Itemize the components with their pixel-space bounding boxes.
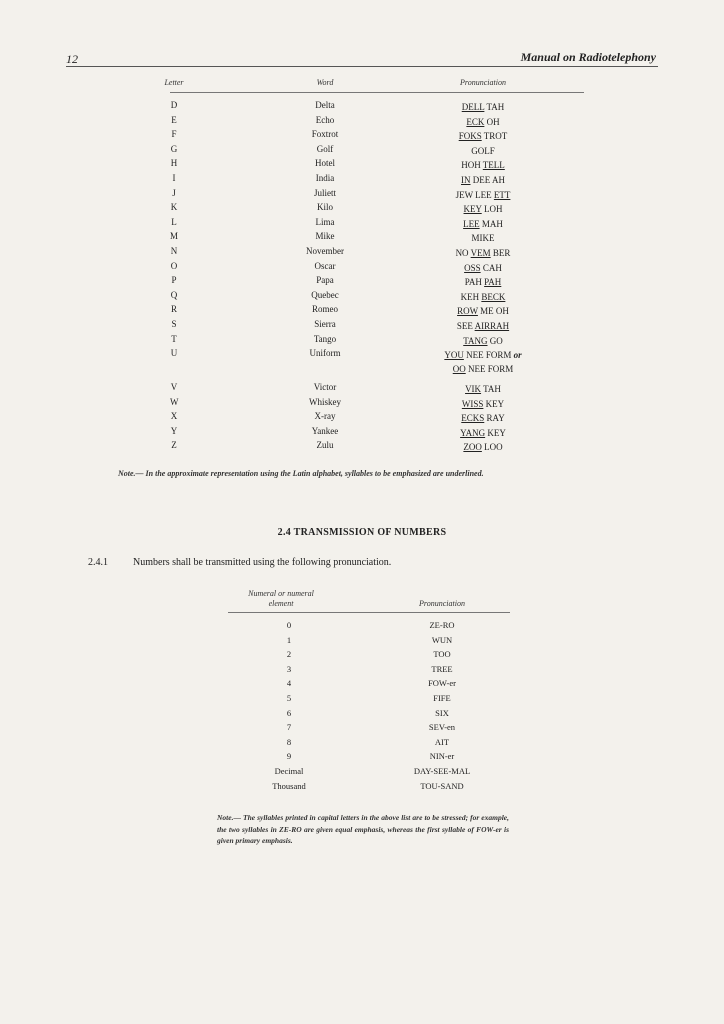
syllable: ME OH [477,306,509,317]
syllable: GO [487,335,503,346]
word-cell: Victor [313,382,337,393]
numbers-header-rule [228,612,510,613]
letter-cell: P [171,275,177,286]
pronunciation-cell [430,411,536,425]
word-cell: Oscar [314,260,336,271]
emphasized-syllable: ECK [466,116,485,127]
syllable: SEE [456,320,475,331]
pronunciation-cell [430,397,536,411]
pronunciation-cell [430,115,536,129]
syllable: MAH [479,218,503,229]
table-row [170,275,584,290]
syllable: JEW LEE [455,189,494,200]
pronunciation-cell [430,440,536,454]
emphasized-syllable: ZOO [463,442,482,453]
pronunciation-cell: ZE-RO [429,620,455,630]
letter-cell: T [171,333,177,344]
letter-cell: Q [170,289,178,300]
word-cell: Papa [316,275,334,286]
syllable: RAY [484,413,505,424]
letter-cell: L [171,216,177,227]
word-cell: Quebec [311,289,339,300]
syllable: OH [484,116,500,127]
table-row [228,635,510,650]
emphasized-syllable: ECKS [461,413,485,424]
word-cell: Lima [315,216,335,227]
emphasized-syllable: LEE [463,218,480,229]
table-row [170,217,584,232]
pronunciation-cell [430,231,536,245]
emphasized-syllable: KEY [463,204,482,215]
pronunciation-cell [430,261,536,275]
pronunciation-cell: SEV-en [428,722,456,733]
word-cell: November [306,245,344,256]
numbers-header-element-line2: element [268,599,294,608]
alphabet-table [170,100,584,455]
word-cell: Echo [315,114,335,125]
numeral-cell: 8 [286,736,292,747]
emphasized-syllable: IN [461,174,471,185]
pronunciation-cell: TOO [433,649,451,660]
numeral-cell: 2 [286,649,292,660]
emphasized-syllable: OO [452,364,466,375]
letter-cell: F [171,129,177,140]
emphasized-syllable: TANG [463,335,488,346]
pronunciation-cell [430,100,536,114]
emphasized-syllable: VIK [465,384,482,395]
table-row [228,620,510,635]
word-cell: Whiskey [309,396,341,407]
numeral-cell: 0 [286,620,292,630]
page-number: 12 [66,52,78,66]
running-title: Manual on Radiotelephony [520,50,656,64]
emphasized-syllable: VEM [470,247,491,258]
table-row [170,100,584,115]
emphasized-syllable: ROW [457,306,478,317]
syllable: HOH [461,160,483,171]
emphasized-syllable: PAH [484,277,502,288]
pronunciation-cell: FOW-er [428,678,456,689]
table-row [170,382,584,397]
paragraph-text: Numbers shall be transmitted using the following pronunciation. [133,557,392,568]
emphasized-syllable: OSS [464,262,481,273]
numeral-cell: Decimal [274,765,304,776]
letter-cell: U [170,348,178,359]
syllable: NEE FORM [463,350,514,361]
table-row [170,246,584,261]
letter-cell: Y [170,425,178,436]
emphasized-syllable: TELL [482,160,505,171]
table-row [170,348,584,376]
numeral-cell: 1 [286,634,292,645]
table-row [170,129,584,144]
syllable: GOLF [471,145,495,156]
letter-cell: G [170,143,178,154]
word-cell: Kilo [316,202,333,213]
word-cell: Yankee [311,425,339,436]
table-row [228,766,510,781]
syllable: KEY [485,427,506,438]
syllable: NO [455,247,471,258]
table-row [170,334,584,349]
alphabet-header-rule [170,92,584,93]
word-cell: Sierra [314,318,336,329]
pronunciation-cell [430,275,536,289]
pronunciation-cell [430,188,536,202]
numeral-cell: 3 [286,663,292,674]
syllable: PAH [464,277,485,288]
letter-cell: O [170,260,178,271]
syllable: DEE AH [470,174,505,185]
pronunciation-cell [430,158,536,172]
letter-cell: J [172,187,176,198]
word-cell: Uniform [309,348,341,359]
letter-cell: N [170,245,178,256]
table-row [228,737,510,752]
table-row [228,781,510,796]
letter-cell: W [170,396,179,407]
pronunciation-cell [430,290,536,304]
syllable: or [513,350,522,361]
table-row [170,319,584,334]
word-cell: Foxtrot [311,129,339,140]
paragraph-number: 2.4.1 [88,557,108,568]
syllable: TROT [481,131,508,142]
table-row [170,440,584,455]
numbers-header-pronunciation: Pronunciation [419,599,465,608]
numeral-cell: 6 [286,707,292,718]
table-row [170,290,584,305]
letter-cell: K [170,202,178,213]
syllable: LOO [481,442,503,453]
table-row [170,426,584,441]
pronunciation-cell [430,426,536,440]
table-row [170,397,584,412]
letter-cell: X [170,411,178,422]
letter-cell: H [170,158,178,169]
pronunciation-cell [430,173,536,187]
letter-cell: E [171,114,177,125]
letter-cell: R [170,304,177,315]
syllable: BER [490,247,511,258]
word-cell: Tango [313,333,337,344]
table-row [170,304,584,319]
word-cell: Mike [315,231,335,242]
table-row [170,261,584,276]
syllable: CAH [480,262,502,273]
numbers-header-element [236,589,326,609]
word-cell: Delta [315,100,335,110]
pronunciation-cell [430,348,536,376]
emphasized-syllable: DELL [461,102,485,112]
letter-cell: D [170,100,178,110]
pronunciation-cell: TOU-SAND [420,780,464,791]
letter-cell: V [170,382,178,393]
section-title: 2.4 TRANSMISSION OF NUMBERS [277,527,447,538]
syllable: LOH [481,204,503,215]
numeral-cell: 4 [286,678,292,689]
word-cell: India [315,172,335,183]
letter-cell: M [170,231,179,242]
alphabet-header-letter: Letter [164,78,184,87]
emphasized-syllable: WISS [461,398,484,409]
alphabet-header-word: Word [316,78,334,87]
table-row [228,678,510,693]
table-row [170,411,584,426]
pronunciation-cell [430,304,536,318]
table-row [228,693,510,708]
pronunciation-cell: AIT [434,736,450,747]
word-cell: Hotel [315,158,335,169]
pronunciation-cell [430,246,536,260]
emphasized-syllable: FOKS [458,131,482,142]
emphasized-syllable: YANG [460,427,486,438]
emphasized-syllable: BECK [481,291,506,302]
alphabet-header-pronunciation: Pronunciation [460,78,506,87]
pronunciation-cell: TREE [431,663,453,674]
pronunciation-cell [430,382,536,396]
word-cell: X-ray [314,411,336,422]
syllable: KEY [483,398,505,409]
table-row [170,173,584,188]
pronunciation-cell [430,319,536,333]
table-row [170,188,584,203]
letter-cell: S [171,318,177,329]
table-row [170,202,584,217]
table-row [228,708,510,723]
numbers-table [228,620,510,795]
syllable: KEH [460,291,482,302]
numeral-cell: 9 [286,751,292,762]
table-row [228,751,510,766]
table-row [228,722,510,737]
emphasized-syllable: YOU [444,350,464,361]
pronunciation-cell [430,217,536,231]
syllable: MIKE [471,233,495,244]
table-row [170,231,584,246]
pronunciation-cell [430,144,536,158]
word-cell: Zulu [316,440,334,451]
emphasized-syllable: ETT [493,189,511,200]
pronunciation-cell [430,129,536,143]
table-row [170,115,584,130]
word-cell: Romeo [312,304,338,315]
pronunciation-cell [430,334,536,348]
table-row [228,664,510,679]
emphasized-syllable: AIRRAH [474,320,510,331]
numeral-cell: 7 [286,722,292,733]
pronunciation-cell: NIN-er [429,751,455,762]
pronunciation-cell: FIFE [433,692,451,703]
numbers-header-element-line1: Numeral or numeral [248,589,314,598]
syllable: TAH [481,384,501,395]
table-row [170,158,584,173]
numeral-cell: 5 [286,692,292,703]
letter-cell: Z [171,440,177,451]
pronunciation-cell: WUN [431,634,453,645]
header-rule [66,66,658,67]
note-underlined: Note.— In the approximate representation using the Latin alphabet, syllables to be emphasized are underlined. [118,469,484,478]
word-cell: Golf [316,143,334,154]
numeral-cell: Thousand [272,780,306,791]
word-cell: Juliett [314,187,336,198]
pronunciation-cell: SIX [435,707,449,718]
letter-cell: I [172,172,176,183]
syllable: NEE FORM [465,364,514,375]
syllable: TAH [484,102,505,112]
note-stressed-syllables: Note.— The syllables printed in capital letters in the above list are to be stressed; for example, the two syllables in ZE-RO are given equal emphasis, whereas the first syllable of FOW-er is given primary emphasis. [217,813,509,845]
table-row [170,144,584,159]
table-row [228,649,510,664]
pronunciation-cell [430,202,536,216]
pronunciation-cell: DAY-SEE-MAL [413,765,471,776]
